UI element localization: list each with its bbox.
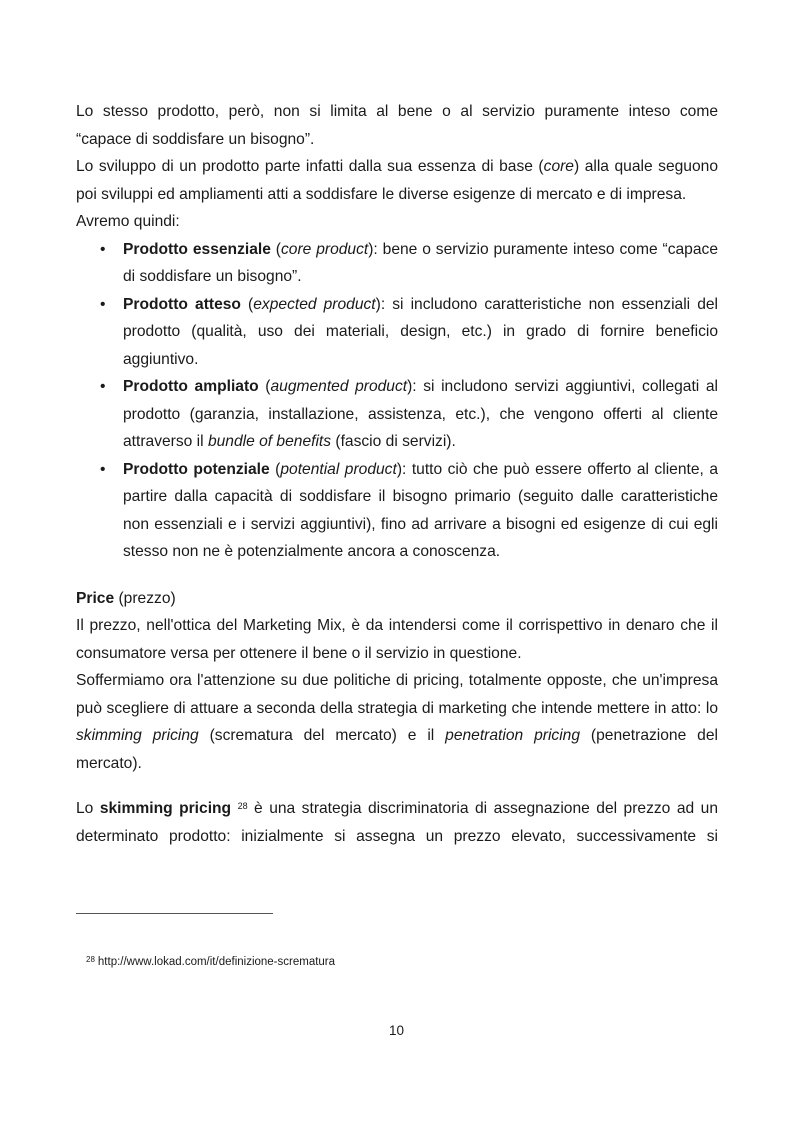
price-paragraph-2: Soffermiamo ora l'attenzione su due politiche di pricing, totalmente opposte, che un'impresa può scegliere di attuare a seconda della strategia di marketing che intende mettere in atto: lo skimming pricing (scrematura del mercato) e il penetration pricing (penetrazione del mercato).: [76, 672, 718, 772]
bullet-icon: •: [100, 295, 106, 313]
page-body: [76, 98, 718, 850]
intro-line-1: Lo stesso prodotto, però, non si limita al bene o al servizio puramente inteso come: [76, 103, 718, 120]
price-heading: Price (prezzo): [76, 589, 176, 607]
bullet-icon: •: [100, 240, 106, 258]
footnote-ref[interactable]: 28: [237, 801, 248, 811]
list-item: • Prodotto essenziale (core product): bene o servizio puramente inteso come “capace di soddisfare un bisogno”.: [76, 236, 718, 291]
footnote: [86, 955, 335, 969]
intro-paragraph-2: Lo sviluppo di un prodotto parte infatti dalla sua essenza di base (core) alla quale seguono poi sviluppi ed ampliamenti atti a soddisfare le diverse esigenze di mercato e di impresa.: [76, 158, 718, 203]
footnote-number: 28: [86, 955, 95, 964]
price-paragraph-1: Il prezzo, nell'ottica del Marketing Mix, è da intendersi come il corrispettivo in denaro che il consumatore versa per ottenere il bene o il servizio in questione.: [76, 617, 718, 662]
footnote-separator: [76, 913, 273, 914]
footnote-link[interactable]: http://www.lokad.com/it/definizione-scrematura: [97, 956, 336, 968]
product-levels-list: [76, 236, 718, 566]
intro-line-2: “capace di soddisfare un bisogno”.: [76, 130, 315, 148]
skimming-paragraph: Lo skimming pricing $^{28}$ è una strategia discriminatoria di assegnazione del prezzo ad un determinato prodotto: inizialmente si assegna un prezzo elevato, successivamente si: [76, 800, 718, 845]
intro-paragraph-3: Avremo quindi:: [76, 213, 180, 230]
list-item: • Prodotto potenziale (potential product): tutto ciò che può essere offerto al cliente, a partire dalla capacità di soddisfare il bisogno primario (seguito dalle caratteristiche non essenziali e i servizi aggiuntivi), fino ad arrivare a bisogni ed esigenze di cui egli stesso non ne è potenzialmente ancora a conoscenza.: [76, 456, 718, 566]
list-item: • Prodotto ampliato (augmented product): si includono servizi aggiuntivi, collegati al prodotto (garanzia, installazione, assistenza, etc.), che vengono offerti al cliente attraverso il bundle of benefits (fascio di servizi).: [76, 373, 718, 456]
page-number: 10: [388, 1023, 405, 1038]
bullet-icon: •: [100, 460, 106, 478]
bullet-icon: •: [100, 378, 106, 395]
list-item: • Prodotto atteso (expected product): si includono caratteristiche non essenziali del prodotto (qualità, uso dei materiali, design, etc.) in grado di fornire beneficio aggiuntivo.: [76, 291, 718, 374]
